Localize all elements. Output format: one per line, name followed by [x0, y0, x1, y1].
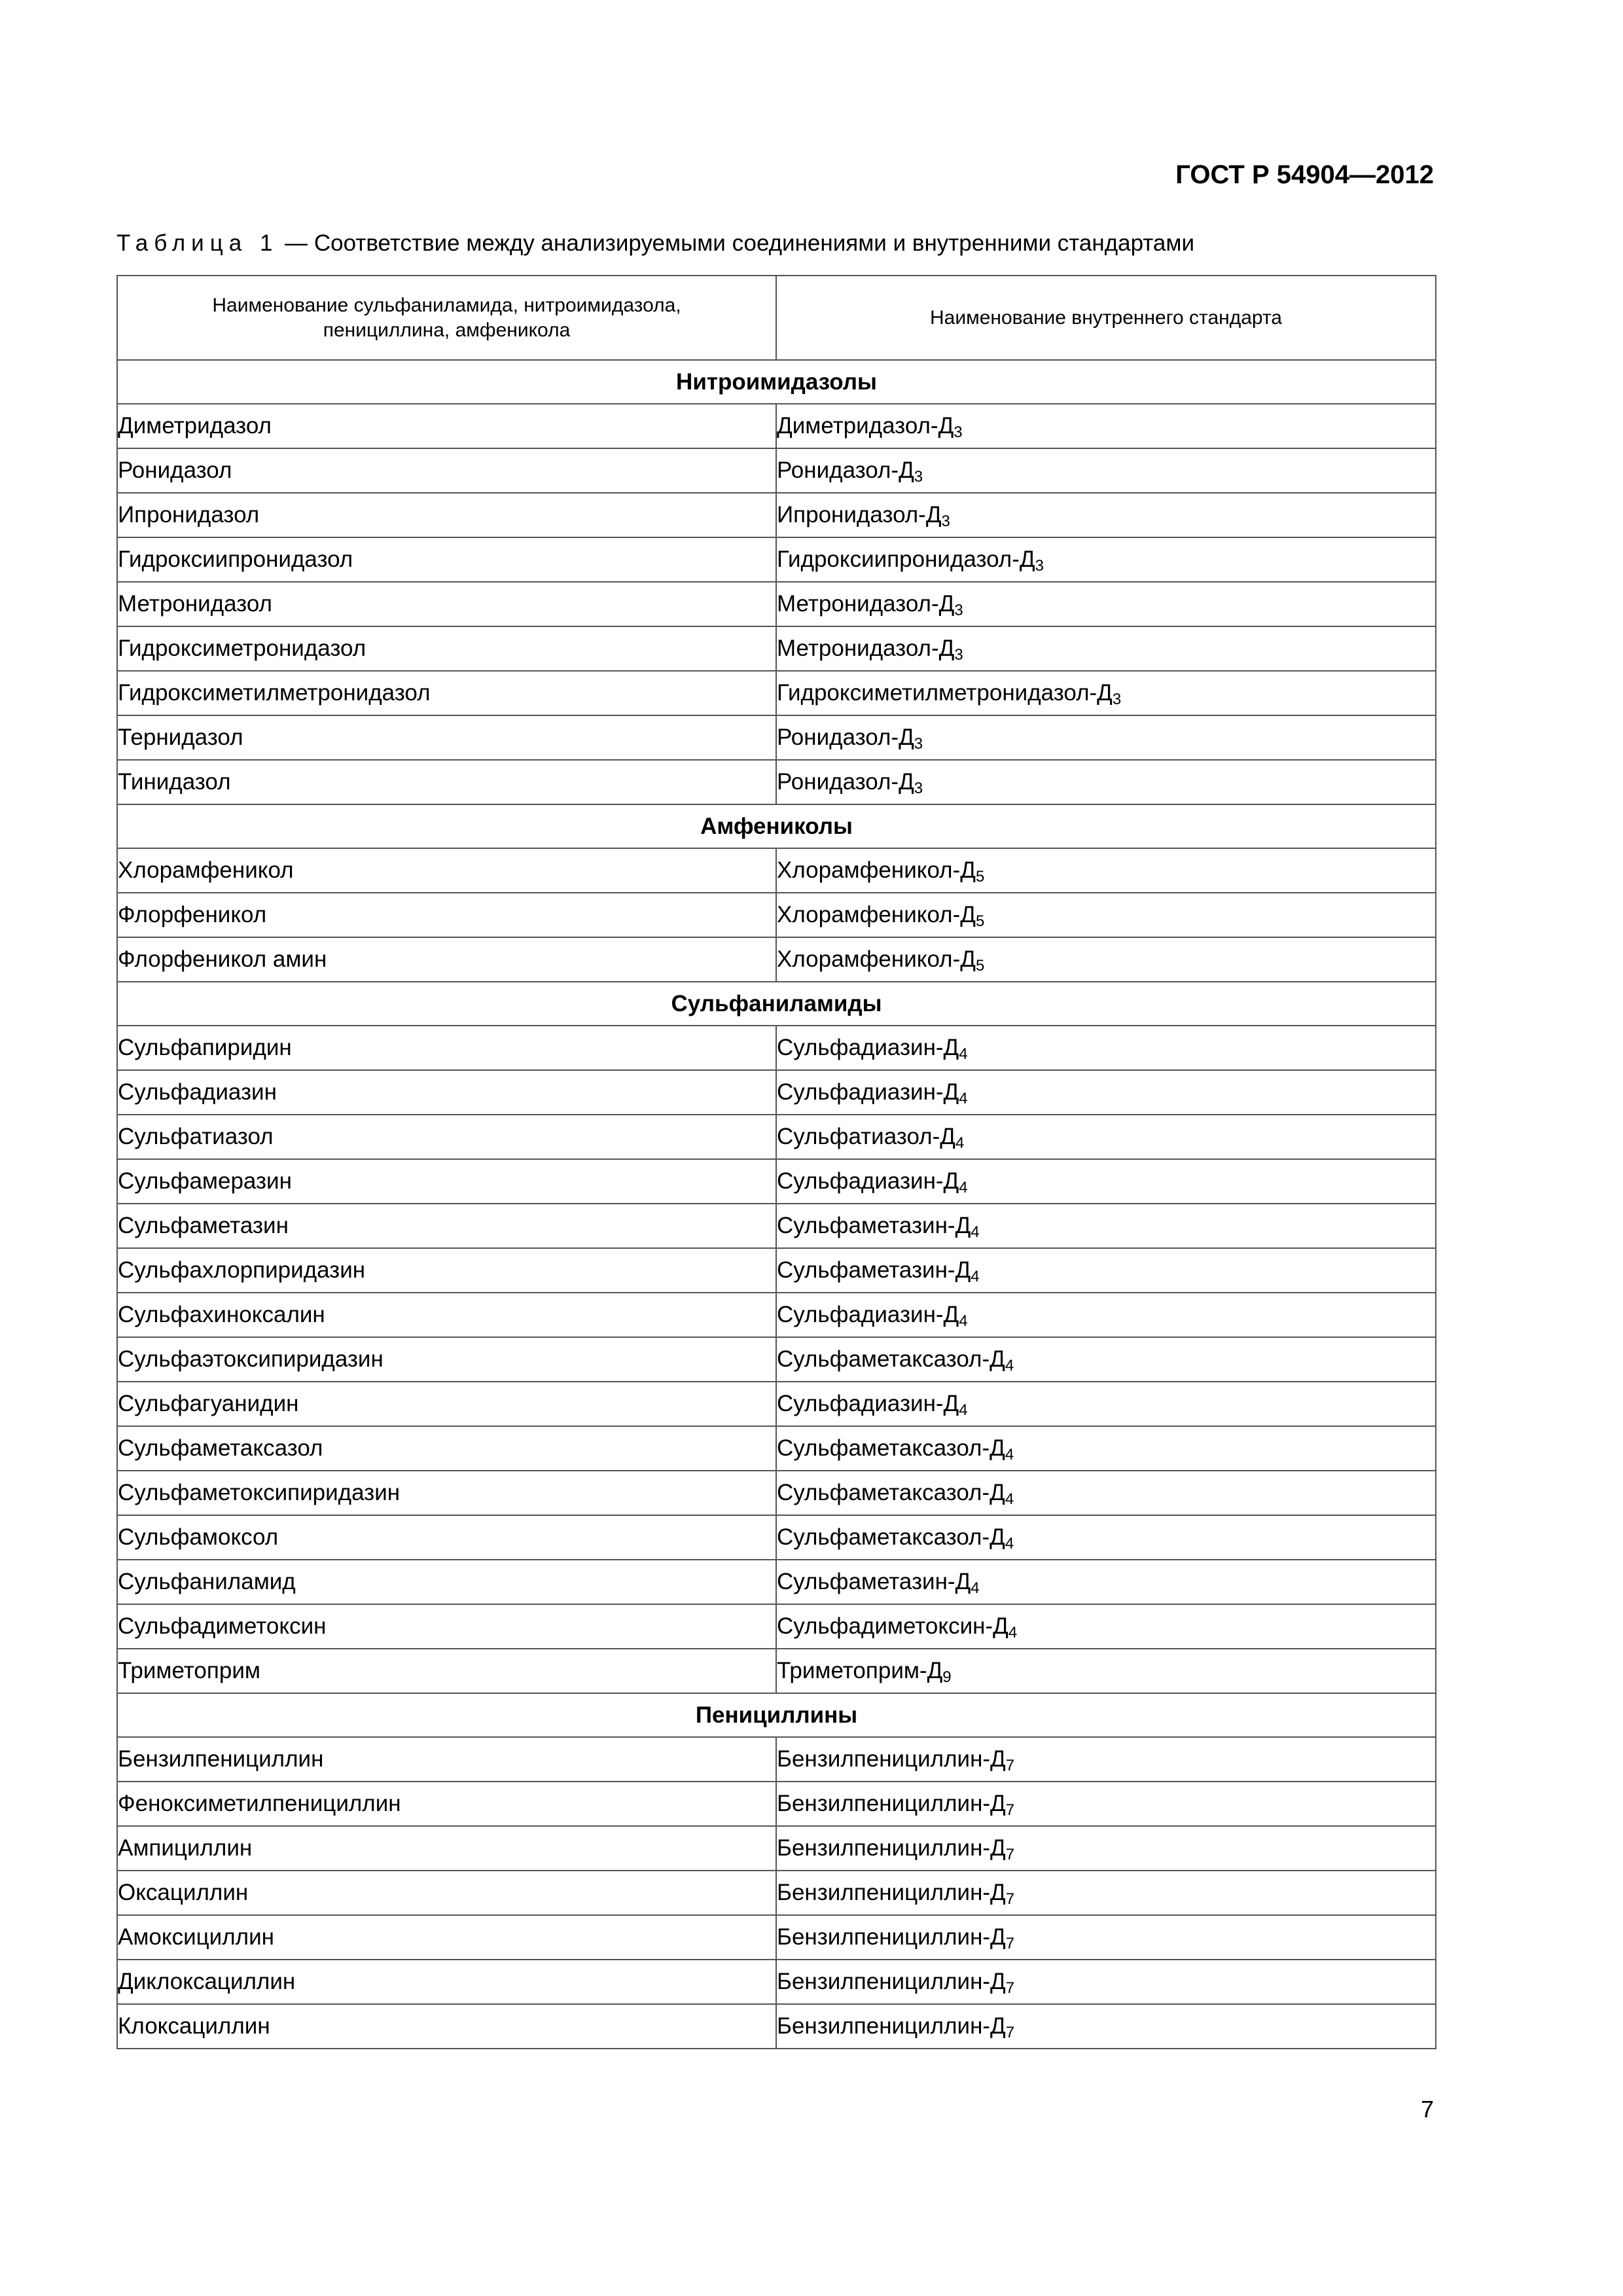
standard-cell — [776, 937, 1436, 982]
standard-name: Сульфатиазол-Д — [777, 1124, 955, 1149]
isotope-subscript: 4 — [1005, 1357, 1014, 1374]
standard-cell — [776, 582, 1436, 626]
standard-name: Бензилпенициллин-Д — [777, 1880, 1006, 1905]
compound-cell: Сульфадиазин — [117, 1070, 776, 1115]
standard-name: Сульфадиазин-Д — [777, 1168, 959, 1194]
standard-cell — [776, 760, 1436, 804]
table-row — [117, 582, 1436, 626]
isotope-subscript: 4 — [971, 1579, 980, 1597]
compound-cell: Ипронидазол — [117, 493, 776, 537]
standard-cell — [776, 1515, 1436, 1560]
isotope-subscript: 3 — [941, 512, 950, 530]
standard-name: Сульфадиазин-Д — [777, 1391, 959, 1416]
column-header-compound: Наименование сульфаниламида, нитроимидазола, пенициллина, амфеникола — [117, 276, 776, 360]
isotope-subscript: 3 — [914, 468, 923, 486]
compound-cell: Сульфаметазин — [117, 1204, 776, 1248]
standard-name: Метронидазол-Д — [777, 636, 955, 661]
standard-name: Сульфаметазин-Д — [777, 1257, 971, 1283]
isotope-subscript: 3 — [914, 780, 923, 797]
table-row — [117, 1782, 1436, 1826]
standard-name: Хлорамфеникол-Д — [777, 946, 976, 972]
compound-cell: Ронидазол — [117, 448, 776, 493]
isotope-subscript: 7 — [1005, 2024, 1015, 2041]
standard-cell — [776, 893, 1436, 937]
table-row — [117, 1248, 1436, 1293]
isotope-subscript: 9 — [942, 1668, 952, 1686]
table-row — [117, 1871, 1436, 1915]
table-row — [117, 1960, 1436, 2004]
standard-name: Сульфаметазин-Д — [777, 1213, 971, 1238]
isotope-subscript: 4 — [971, 1223, 980, 1241]
isotope-subscript: 4 — [1005, 1446, 1014, 1463]
standard-name: Бензилпенициллин-Д — [777, 1791, 1006, 1816]
standards-table — [116, 275, 1436, 2049]
compound-cell: Сульфаэтоксипиридазин — [117, 1337, 776, 1382]
standard-name: Сульфадиазин-Д — [777, 1302, 959, 1327]
table-row — [117, 448, 1436, 493]
table-row — [117, 1649, 1436, 1693]
standard-name: Сульфаметазин-Д — [777, 1569, 971, 1594]
standard-name: Бензилпенициллин-Д — [777, 1969, 1006, 1994]
standard-name: Гидроксиипронидазол-Д — [777, 547, 1035, 572]
standard-cell — [776, 1960, 1436, 2004]
compound-cell: Ампициллин — [117, 1826, 776, 1871]
standard-name: Сульфадиметоксин-Д — [777, 1613, 1008, 1639]
standard-cell — [776, 1826, 1436, 1871]
isotope-subscript: 3 — [954, 601, 963, 619]
isotope-subscript: 7 — [1005, 1890, 1015, 1908]
standard-cell — [776, 1871, 1436, 1915]
standard-cell — [776, 1070, 1436, 1115]
isotope-subscript: 4 — [959, 1090, 968, 1107]
compound-cell: Тинидазол — [117, 760, 776, 804]
table-body — [117, 360, 1436, 2049]
standard-cell — [776, 1026, 1436, 1070]
isotope-subscript: 3 — [1112, 691, 1122, 708]
table-row — [117, 671, 1436, 715]
table-row — [117, 1471, 1436, 1515]
compound-cell: Сульфаметоксипиридазин — [117, 1471, 776, 1515]
standard-cell — [776, 1248, 1436, 1293]
isotope-subscript: 7 — [1005, 1757, 1015, 1774]
section-title: Амфениколы — [117, 804, 1436, 848]
compound-cell: Сульфадиметоксин — [117, 1604, 776, 1649]
table-row — [117, 848, 1436, 893]
standard-name: Метронидазол-Д — [777, 591, 955, 617]
isotope-subscript: 4 — [959, 1179, 968, 1196]
standard-cell — [776, 1337, 1436, 1382]
compound-cell: Флорфеникол амин — [117, 937, 776, 982]
isotope-subscript: 3 — [1035, 557, 1044, 575]
table-row — [117, 1426, 1436, 1471]
compound-cell: Сульфамоксол — [117, 1515, 776, 1560]
standard-name: Ронидазол-Д — [777, 457, 914, 483]
standard-cell — [776, 1382, 1436, 1426]
document-id: ГОСТ Р 54904—2012 — [1175, 160, 1434, 189]
table-caption — [116, 230, 1194, 257]
table-row — [117, 1293, 1436, 1337]
isotope-subscript: 3 — [954, 423, 963, 441]
table-row — [117, 1159, 1436, 1204]
table-row — [117, 760, 1436, 804]
standard-name: Гидроксиметилметронидазол-Д — [777, 680, 1113, 706]
standard-cell — [776, 1782, 1436, 1826]
standard-cell — [776, 1426, 1436, 1471]
table-row — [117, 626, 1436, 671]
compound-cell: Сульфагуанидин — [117, 1382, 776, 1426]
compound-cell: Диметридазол — [117, 404, 776, 448]
standard-cell — [776, 715, 1436, 760]
column-header-standard: Наименование внутреннего стандарта — [776, 276, 1436, 360]
compound-cell: Гидроксиметилметронидазол — [117, 671, 776, 715]
section-title: Нитроимидазолы — [117, 360, 1436, 404]
table-row — [117, 1204, 1436, 1248]
table-row — [117, 1915, 1436, 1960]
table-row — [117, 537, 1436, 582]
table-row — [117, 715, 1436, 760]
table-row — [117, 1604, 1436, 1649]
isotope-subscript: 4 — [1005, 1490, 1014, 1508]
table-row — [117, 2004, 1436, 2049]
standard-name: Бензилпенициллин-Д — [777, 1835, 1006, 1861]
compound-cell: Диклоксациллин — [117, 1960, 776, 2004]
standard-name: Ронидазол-Д — [777, 769, 914, 795]
isotope-subscript: 4 — [959, 1401, 968, 1419]
standard-cell — [776, 1159, 1436, 1204]
compound-cell: Сульфаниламид — [117, 1560, 776, 1604]
standard-cell — [776, 493, 1436, 537]
standard-name: Сульфаметаксазол-Д — [777, 1435, 1005, 1461]
standard-cell — [776, 1204, 1436, 1248]
standard-name: Ронидазол-Д — [777, 725, 914, 750]
isotope-subscript: 4 — [1008, 1624, 1018, 1641]
table-row — [117, 1337, 1436, 1382]
isotope-subscript: 4 — [959, 1312, 968, 1330]
isotope-subscript: 5 — [975, 912, 985, 930]
isotope-subscript: 4 — [971, 1268, 980, 1285]
standard-cell — [776, 1293, 1436, 1337]
standard-cell — [776, 1649, 1436, 1693]
standard-name: Бензилпенициллин-Д — [777, 2013, 1006, 2039]
standard-cell — [776, 448, 1436, 493]
compound-cell: Сульфапиридин — [117, 1026, 776, 1070]
compound-cell: Амоксициллин — [117, 1915, 776, 1960]
isotope-subscript: 4 — [959, 1045, 968, 1063]
isotope-subscript: 5 — [975, 957, 985, 975]
isotope-subscript: 7 — [1005, 1801, 1015, 1819]
compound-cell: Сульфамеразин — [117, 1159, 776, 1204]
isotope-subscript: 7 — [1005, 1935, 1015, 1952]
table-caption-label: Таблица 1 — [116, 230, 279, 256]
standard-name: Сульфаметаксазол-Д — [777, 1480, 1005, 1505]
table-header-row — [117, 276, 1436, 360]
isotope-subscript: 3 — [914, 735, 923, 753]
table-row — [117, 404, 1436, 448]
compound-cell: Сульфаметаксазол — [117, 1426, 776, 1471]
standard-cell — [776, 1115, 1436, 1159]
isotope-subscript: 4 — [1005, 1535, 1014, 1552]
table-row — [117, 937, 1436, 982]
compound-cell: Метронидазол — [117, 582, 776, 626]
standard-cell — [776, 1471, 1436, 1515]
compound-cell: Сульфатиазол — [117, 1115, 776, 1159]
standard-cell — [776, 1737, 1436, 1782]
table-caption-text: — Соответствие между анализируемыми соединениями и внутренними стандартами — [285, 230, 1195, 256]
standard-cell — [776, 626, 1436, 671]
standard-name: Сульфаметаксазол-Д — [777, 1346, 1005, 1372]
table-row — [117, 1115, 1436, 1159]
isotope-subscript: 7 — [1005, 1979, 1015, 1997]
isotope-subscript: 5 — [975, 868, 985, 886]
table-row — [117, 1560, 1436, 1604]
standard-name: Бензилпенициллин-Д — [777, 1924, 1006, 1950]
standard-name: Сульфадиазин-Д — [777, 1035, 959, 1060]
table-row — [117, 893, 1436, 937]
standard-name: Диметридазол-Д — [777, 413, 954, 439]
standard-cell — [776, 1915, 1436, 1960]
compound-cell: Феноксиметилпенициллин — [117, 1782, 776, 1826]
section-row — [117, 982, 1436, 1026]
section-row — [117, 1693, 1436, 1737]
isotope-subscript: 4 — [955, 1134, 965, 1152]
table-row — [117, 1026, 1436, 1070]
section-row — [117, 804, 1436, 848]
isotope-subscript: 3 — [954, 646, 963, 664]
section-row — [117, 360, 1436, 404]
standard-cell — [776, 848, 1436, 893]
table-row — [117, 1826, 1436, 1871]
compound-cell: Сульфахиноксалин — [117, 1293, 776, 1337]
standard-cell — [776, 404, 1436, 448]
compound-cell: Хлорамфеникол — [117, 848, 776, 893]
standard-name: Бензилпенициллин-Д — [777, 1746, 1006, 1772]
compound-cell: Клоксациллин — [117, 2004, 776, 2049]
standard-name: Хлорамфеникол-Д — [777, 857, 976, 883]
isotope-subscript: 7 — [1005, 1846, 1015, 1863]
compound-cell: Флорфеникол — [117, 893, 776, 937]
compound-cell: Гидроксиметронидазол — [117, 626, 776, 671]
table-row — [117, 1515, 1436, 1560]
standard-name: Хлорамфеникол-Д — [777, 902, 976, 927]
table-row — [117, 1382, 1436, 1426]
table-row — [117, 1070, 1436, 1115]
standard-cell — [776, 537, 1436, 582]
table-row — [117, 1737, 1436, 1782]
section-title: Сульфаниламиды — [117, 982, 1436, 1026]
compound-cell: Тернидазол — [117, 715, 776, 760]
standard-name: Сульфаметаксазол-Д — [777, 1524, 1005, 1550]
standard-name: Триметоприм-Д — [777, 1658, 943, 1683]
compound-cell: Оксациллин — [117, 1871, 776, 1915]
standard-cell — [776, 1560, 1436, 1604]
table-row — [117, 493, 1436, 537]
compound-cell: Бензилпенициллин — [117, 1737, 776, 1782]
compound-cell: Гидроксиипронидазол — [117, 537, 776, 582]
page-number: 7 — [1420, 2096, 1434, 2123]
standard-cell — [776, 671, 1436, 715]
standard-cell — [776, 2004, 1436, 2049]
standard-name: Ипронидазол-Д — [777, 502, 942, 528]
standard-name: Сульфадиазин-Д — [777, 1079, 959, 1105]
standard-cell — [776, 1604, 1436, 1649]
compound-cell: Триметоприм — [117, 1649, 776, 1693]
compound-cell: Сульфахлорпиридазин — [117, 1248, 776, 1293]
section-title: Пенициллины — [117, 1693, 1436, 1737]
